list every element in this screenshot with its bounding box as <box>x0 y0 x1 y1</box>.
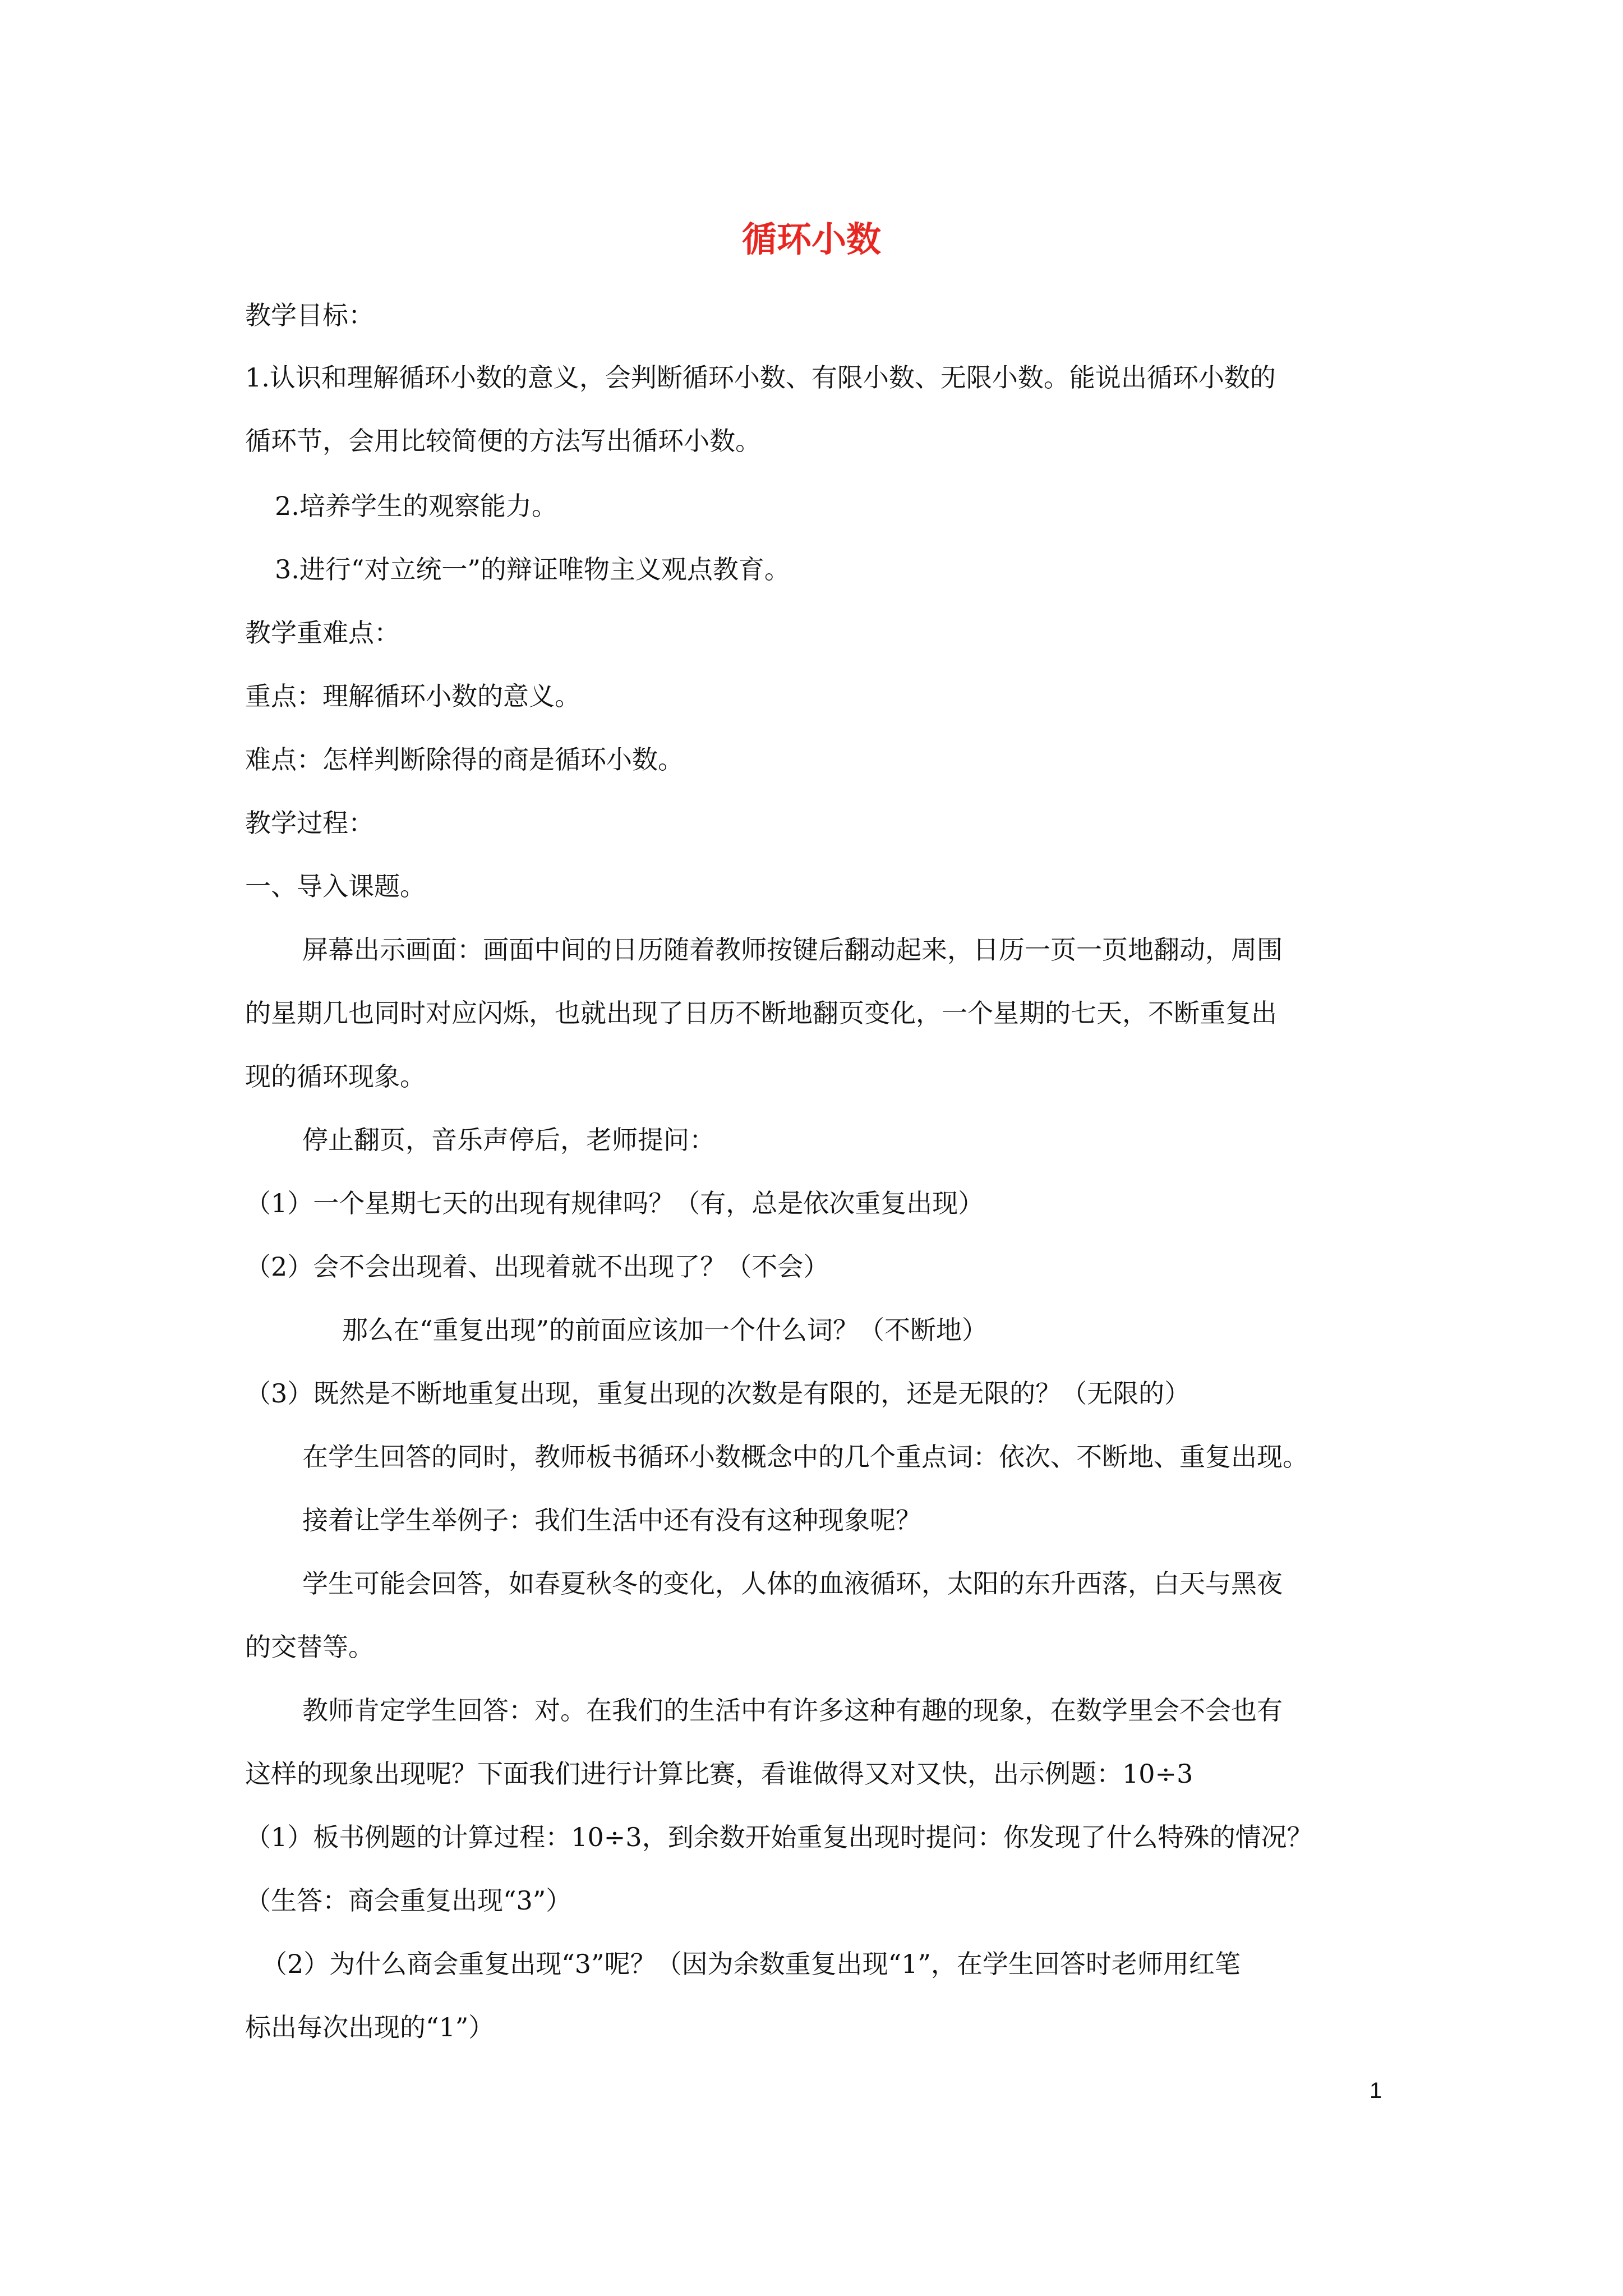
question-line: （2）会不会出现着、出现着就不出现了？（不会） <box>245 1251 829 1282</box>
paragraph-line: 的交替等。 <box>245 1632 374 1662</box>
paragraph-line: 重点：理解循环小数的意义。 <box>245 681 580 711</box>
document-title: 循环小数 <box>741 219 881 260</box>
paragraph-line: 学生可能会回答，如春夏秋冬的变化，人体的血液循环，太阳的东升西落，白天与黑夜 <box>302 1568 1283 1599</box>
paragraph-line: 屏幕出示画面：画面中间的日历随着教师按键后翻动起来，日历一页一页地翻动，周围 <box>302 935 1283 965</box>
paragraph-line: 标出每次出现的“1”） <box>245 2012 495 2042</box>
answer-line: （生答：商会重复出现“3”） <box>245 1885 572 1916</box>
paragraph-line: 2.培养学生的观察能力。 <box>275 491 557 521</box>
question-line: 那么在“重复出现”的前面应该加一个什么词？（不断地） <box>342 1315 988 1345</box>
page-number: 1 <box>1370 2078 1382 2103</box>
paragraph-line: 的星期几也同时对应闪烁，也就出现了日历不断地翻页变化，一个星期的七天，不断重复出 <box>245 998 1277 1028</box>
paragraph-line: 难点：怎样判断除得的商是循环小数。 <box>245 744 684 775</box>
section-heading: 一、导入课题。 <box>245 871 426 901</box>
heading-key-difficult-points: 教学重难点： <box>245 618 400 648</box>
question-line: （3）既然是不断地重复出现，重复出现的次数是有限的，还是无限的？（无限的） <box>245 1378 1191 1409</box>
paragraph-line: 在学生回答的同时，教师板书循环小数概念中的几个重点词：依次、不断地、重复出现。 <box>302 1442 1308 1472</box>
paragraph-line: 接着让学生举例子：我们生活中还有没有这种现象呢？ <box>302 1505 921 1535</box>
question-line: （1）一个星期七天的出现有规律吗？（有，总是依次重复出现） <box>245 1188 984 1218</box>
paragraph-line: 教师肯定学生回答：对。在我们的生活中有许多这种有趣的现象，在数学里会不会也有 <box>302 1695 1283 1726</box>
question-line: （2）为什么商会重复出现“3”呢？（因为余数重复出现“1”，在学生回答时老师用红笔 <box>261 1949 1241 1979</box>
paragraph-line: 3.进行“对立统一”的辩证唯物主义观点教育。 <box>275 554 790 585</box>
paragraph-line: 这样的现象出现呢？下面我们进行计算比赛，看谁做得又对又快，出示例题：10÷3 <box>245 1759 1193 1789</box>
paragraph-line: 现的循环现象。 <box>245 1061 426 1092</box>
heading-teaching-goals: 教学目标： <box>245 300 374 330</box>
paragraph-line: 循环节，会用比较简便的方法写出循环小数。 <box>245 426 761 456</box>
heading-teaching-process: 教学过程： <box>245 808 374 838</box>
paragraph-line: 停止翻页，音乐声停后，老师提问： <box>302 1125 715 1155</box>
paragraph-line: 1.认识和理解循环小数的意义，会判断循环小数、有限小数、无限小数。能说出循环小数的 <box>245 362 1276 393</box>
question-line: （1）板书例题的计算过程：10÷3，到余数开始重复出现时提问：你发现了什么特殊的情况？ <box>245 1822 1313 1852</box>
